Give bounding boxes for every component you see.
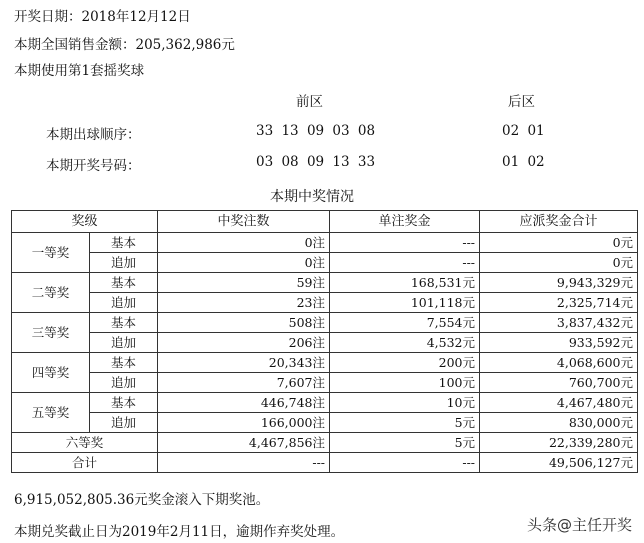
row-type: 基本 — [90, 313, 158, 333]
unit-prize: 7,554元 — [330, 313, 480, 333]
total-prize: 9,943,329元 — [480, 273, 638, 293]
sum-prize: --- — [330, 453, 480, 473]
table-row — [12, 293, 638, 313]
total-prize: 933,592元 — [480, 333, 638, 353]
winning-numbers-back: 01 02 — [502, 154, 545, 170]
watermark-text: 头条@主任开奖 — [526, 516, 632, 534]
table-row — [12, 433, 638, 453]
win-count: 166,000注 — [158, 413, 330, 433]
total-prize: 3,837,432元 — [480, 313, 638, 333]
win-count: 59注 — [158, 273, 330, 293]
col-header-count: 中奖注数 — [158, 211, 330, 233]
tier-name: 三等奖 — [12, 313, 90, 353]
unit-prize: 168,531元 — [330, 273, 480, 293]
unit-prize: 200元 — [330, 353, 480, 373]
tier-name: 二等奖 — [12, 273, 90, 313]
deadline-note: 本期兑奖截止日为2019年2月11日，逾期作弃奖处理。 — [14, 524, 345, 540]
unit-prize: 101,118元 — [330, 293, 480, 313]
win-count: 206注 — [158, 333, 330, 353]
row-type: 基本 — [90, 273, 158, 293]
draw-order-back: 02 01 — [502, 123, 545, 139]
back-zone-label: 后区 — [508, 94, 535, 110]
total-prize: 22,339,280元 — [480, 433, 638, 453]
tier-name: 四等奖 — [12, 353, 90, 393]
win-count: 23注 — [158, 293, 330, 313]
table-row — [12, 273, 638, 293]
unit-prize: 4,532元 — [330, 333, 480, 353]
unit-prize: --- — [330, 233, 480, 253]
table-row — [12, 313, 638, 333]
win-count: 446,748注 — [158, 393, 330, 413]
unit-prize: 5元 — [330, 433, 480, 453]
unit-prize: 10元 — [330, 393, 480, 413]
draw-date: 开奖日期：2018年12月12日 — [14, 9, 191, 25]
unit-prize: --- — [330, 253, 480, 273]
win-count: 20,343注 — [158, 353, 330, 373]
row-type: 追加 — [90, 333, 158, 353]
sum-total: 49,506,127元 — [480, 453, 638, 473]
table-row — [12, 233, 638, 253]
win-count: 508注 — [158, 313, 330, 333]
watermark — [527, 514, 632, 535]
col-header-total: 应派奖金合计 — [480, 211, 638, 233]
row-type: 追加 — [90, 373, 158, 393]
win-count: 4,467,856注 — [158, 433, 330, 453]
tier-name: 六等奖 — [12, 433, 158, 453]
row-type: 追加 — [90, 413, 158, 433]
row-type: 基本 — [90, 353, 158, 373]
total-prize: 2,325,714元 — [480, 293, 638, 313]
sum-count: --- — [158, 453, 330, 473]
row-type: 基本 — [90, 233, 158, 253]
col-header-tier: 奖级 — [12, 211, 158, 233]
table-header-row — [12, 211, 638, 233]
draw-order-label: 本期出球顺序： — [46, 127, 141, 143]
unit-prize: 100元 — [330, 373, 480, 393]
row-type: 追加 — [90, 253, 158, 273]
ball-set: 本期使用第1套摇奖球 — [14, 63, 145, 79]
total-prize: 4,467,480元 — [480, 393, 638, 413]
winning-numbers-front: 03 08 09 13 33 — [256, 154, 376, 170]
row-type: 追加 — [90, 293, 158, 313]
col-header-prize: 单注奖金 — [330, 211, 480, 233]
table-row — [12, 353, 638, 373]
table-row — [12, 253, 638, 273]
sum-label: 合计 — [12, 453, 158, 473]
table-row — [12, 333, 638, 353]
win-count: 0注 — [158, 253, 330, 273]
total-prize: 830,000元 — [480, 413, 638, 433]
win-count: 0注 — [158, 233, 330, 253]
tier-name: 一等奖 — [12, 233, 90, 273]
table-row — [12, 413, 638, 433]
table-row — [12, 373, 638, 393]
total-prize: 0元 — [480, 253, 638, 273]
tier-name: 五等奖 — [12, 393, 90, 433]
table-total-row — [12, 453, 638, 473]
draw-order-front: 33 13 09 03 08 — [256, 123, 376, 139]
table-row — [12, 393, 638, 413]
total-prize: 0元 — [480, 233, 638, 253]
win-count: 7,607注 — [158, 373, 330, 393]
rollover-note: 6,915,052,805.36元奖金滚入下期奖池。 — [14, 492, 270, 508]
sales-amount: 本期全国销售金额：205,362,986元 — [14, 37, 235, 53]
row-type: 基本 — [90, 393, 158, 413]
front-zone-label: 前区 — [296, 94, 323, 110]
unit-prize: 5元 — [330, 413, 480, 433]
table-title: 本期中奖情况 — [270, 189, 354, 205]
prize-table — [11, 210, 638, 473]
total-prize: 4,068,600元 — [480, 353, 638, 373]
total-prize: 760,700元 — [480, 373, 638, 393]
winning-numbers-label: 本期开奖号码： — [46, 158, 141, 174]
